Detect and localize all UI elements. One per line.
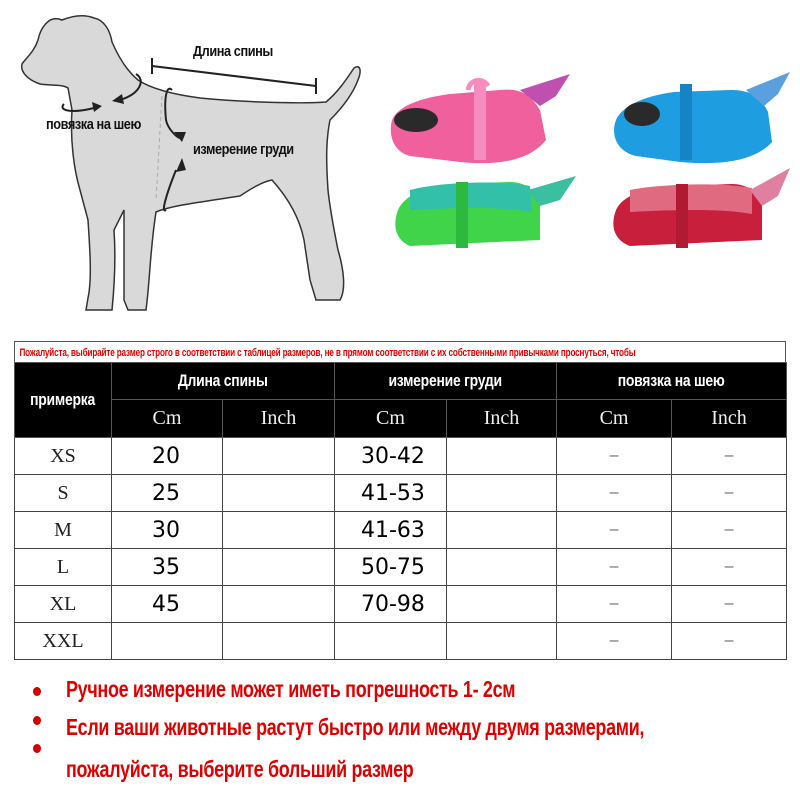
column-header-size: примерка: [15, 363, 112, 438]
measurement-notes: [0, 672, 800, 800]
table-row: [15, 623, 787, 660]
chest-inch-cell: [447, 623, 557, 660]
chest-inch-cell: [447, 438, 557, 475]
neck-label: повязка на шею: [46, 116, 141, 133]
back-cm-cell: 25: [112, 475, 223, 512]
table-row: [15, 438, 787, 475]
back-length-label: Длина спины: [193, 43, 273, 60]
neck-inch-cell: –: [672, 512, 787, 549]
neck-inch-cell: –: [672, 586, 787, 623]
back-cm-cell: 30: [112, 512, 223, 549]
back-inch-cell: [223, 623, 335, 660]
bullet-dot-icon: [33, 687, 41, 696]
neck-inch-cell: –: [672, 623, 787, 660]
neck-cm-cell: –: [557, 586, 672, 623]
neck-cm-cell: –: [557, 438, 672, 475]
back-cm-cell: 45: [112, 586, 223, 623]
blue-vest-image: [614, 72, 790, 163]
note-line-1: Ручное измерение может иметь погрешность 1- 2см: [66, 676, 516, 702]
back-inch-cell: [223, 512, 335, 549]
back-inch-cell: [223, 438, 335, 475]
size-cell: XXL: [15, 623, 112, 660]
neck-cm-cell: –: [557, 475, 672, 512]
dog-measurement-diagram: [0, 0, 380, 320]
size-note-text: Пожалуйста, выбирайте размер строго в соответствии с таблицей размеров, не в прямом соответствии с их собственными привычками проснуться, чтобы: [19, 346, 636, 359]
size-cell: S: [15, 475, 112, 512]
product-images: [380, 50, 800, 250]
pink-vest-image: [391, 74, 570, 163]
back-cm-cell: 35: [112, 549, 223, 586]
back-cm-cell: [112, 623, 223, 660]
neck-cm-cell: –: [557, 623, 672, 660]
unit-header-neck-inch: Inch: [672, 400, 787, 438]
size-cell: XL: [15, 586, 112, 623]
column-header-neck: повязка на шею: [557, 363, 787, 400]
size-cell: M: [15, 512, 112, 549]
size-note-banner: [14, 341, 786, 363]
chest-cm-cell: 50-75: [335, 549, 447, 586]
chest-cm-cell: [335, 623, 447, 660]
chest-cm-cell: 30-42: [335, 438, 447, 475]
note-line-3: пожалуйста, выберите больший размер: [66, 756, 414, 782]
neck-inch-cell: –: [672, 438, 787, 475]
dog-silhouette-icon: [0, 0, 380, 320]
chest-label: измерение груди: [193, 141, 294, 158]
back-inch-cell: [223, 586, 335, 623]
neck-inch-cell: –: [672, 475, 787, 512]
red-vest-image: [613, 168, 790, 248]
bullet-dot-icon: [33, 716, 41, 725]
chest-inch-cell: [447, 549, 557, 586]
size-chart-table: [14, 362, 787, 660]
table-row: [15, 586, 787, 623]
size-cell: XS: [15, 438, 112, 475]
column-header-chest: измерение груди: [335, 363, 557, 400]
column-header-back-length: Длина спины: [112, 363, 335, 400]
size-cell: L: [15, 549, 112, 586]
back-inch-cell: [223, 475, 335, 512]
note-line-2: Если ваши животные растут быстро или между двумя размерами,: [66, 714, 645, 740]
chest-inch-cell: [447, 586, 557, 623]
neck-cm-cell: –: [557, 512, 672, 549]
chest-inch-cell: [447, 475, 557, 512]
green-vest-image: [395, 176, 576, 248]
table-row: [15, 475, 787, 512]
table-row: [15, 549, 787, 586]
chest-cm-cell: 70-98: [335, 586, 447, 623]
neck-cm-cell: –: [557, 549, 672, 586]
unit-header-chest-cm: Cm: [335, 400, 447, 438]
unit-header-neck-cm: Cm: [557, 400, 672, 438]
unit-header-back-cm: Cm: [112, 400, 223, 438]
back-cm-cell: 20: [112, 438, 223, 475]
table-row: [15, 512, 787, 549]
neck-inch-cell: –: [672, 549, 787, 586]
table-header-row-units: [15, 400, 787, 438]
chest-cm-cell: 41-53: [335, 475, 447, 512]
chest-inch-cell: [447, 512, 557, 549]
bullet-dot-icon: [33, 744, 41, 753]
unit-header-back-inch: Inch: [223, 400, 335, 438]
unit-header-chest-inch: Inch: [447, 400, 557, 438]
table-header-row-groups: [15, 363, 787, 400]
chest-cm-cell: 41-63: [335, 512, 447, 549]
back-inch-cell: [223, 549, 335, 586]
